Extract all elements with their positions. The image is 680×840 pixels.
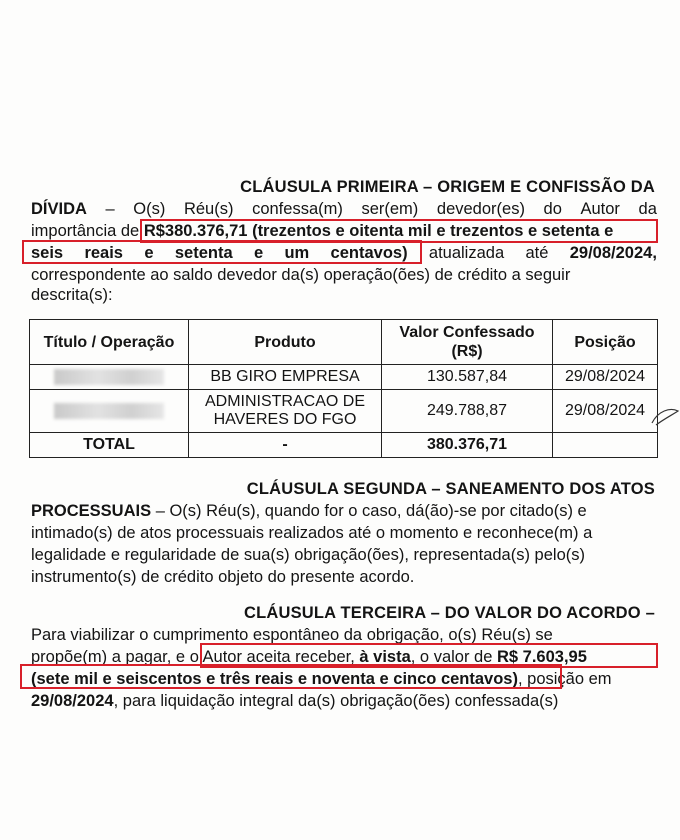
highlight-box-agreement-cont (20, 664, 562, 689)
pen-mark-icon (650, 405, 680, 427)
cell-valor: 249.788,87 (382, 390, 553, 433)
clause1-line2: DÍVIDA – O(s) Réu(s) confessa(m) ser(em) devedor(es) do Autor da (31, 200, 657, 218)
clause3-line2: Para viabilizar o cumprimento espontâneo da obrigação, o(s) Réu(s) se (31, 626, 553, 644)
clause2-line4: legalidade e regularidade de sua(s) obrigação(ões), representada(s) pelo(s) (31, 546, 585, 564)
cell-posicao: 29/08/2024 (553, 390, 658, 433)
clause1-line4: seis reais e setenta e um centavos) atualizada até 29/08/2024, (31, 244, 657, 262)
clause3-line5: 29/08/2024, para liquidação integral da(s) obrigação(ões) confessada(s) (31, 692, 559, 710)
cell-produto: BB GIRO EMPRESA (189, 365, 382, 390)
table-row (30, 390, 658, 433)
clause1-line3: importância de R$380.376,71 (trezentos e oitenta mil e trezentos e setenta e (31, 222, 614, 240)
clause3-line3: propõe(m) a pagar, e o Autor aceita receber, à vista, o valor de R$ 7.603,95 (31, 648, 587, 666)
table-total-row (30, 433, 658, 458)
clause1-line6: descrita(s): (31, 286, 113, 304)
total-valor: 380.376,71 (382, 433, 553, 458)
clause1-title: CLÁUSULA PRIMEIRA – ORIGEM E CONFISSÃO DA (240, 178, 655, 196)
redacted-operation (30, 390, 189, 433)
clause3-line4: (sete mil e seiscentos e três reais e noventa e cinco centavos), posição em (31, 670, 612, 688)
cell-valor: 130.587,84 (382, 365, 553, 390)
col-header-produto: Produto (189, 320, 382, 365)
total-produto: - (189, 433, 382, 458)
clause2-title: CLÁUSULA SEGUNDA – SANEAMENTO DOS ATOS (246, 480, 655, 498)
table-row (30, 365, 658, 390)
total-posicao (553, 433, 658, 458)
agreement-amount: R$ 7.603,95 (496, 648, 587, 666)
cell-produto: ADMINISTRACAO DE HAVERES DO FGO (189, 390, 382, 433)
highlight-box-amount-cont (22, 240, 422, 264)
table-header-row (30, 320, 658, 365)
debt-amount: R$380.376,71 (trezentos e oitenta mil e trezentos e setenta e (143, 222, 614, 240)
clause3-title: CLÁUSULA TERCEIRA – DO VALOR DO ACORDO – (243, 604, 655, 622)
col-header-posicao: Posição (553, 320, 658, 365)
clause2-line3: intimado(s) de atos processuais realizados até o momento e reconhece(m) a (31, 524, 593, 542)
clause1-line5: correspondente ao saldo devedor da(s) operação(ões) de crédito a seguir (31, 266, 571, 284)
redacted-operation (30, 365, 189, 390)
col-header-titulo: Título / Operação (30, 320, 189, 365)
clause2-line2: PROCESSUAIS – O(s) Réu(s), quando for o caso, dá(ão)-se por citado(s) e (31, 502, 587, 520)
clause2-line5: instrumento(s) de crédito objeto do presente acordo. (31, 568, 415, 586)
cell-posicao: 29/08/2024 (553, 365, 658, 390)
total-label: TOTAL (30, 433, 189, 458)
col-header-valor: Valor Confessado (R$) (382, 320, 553, 365)
debt-table (29, 319, 658, 458)
